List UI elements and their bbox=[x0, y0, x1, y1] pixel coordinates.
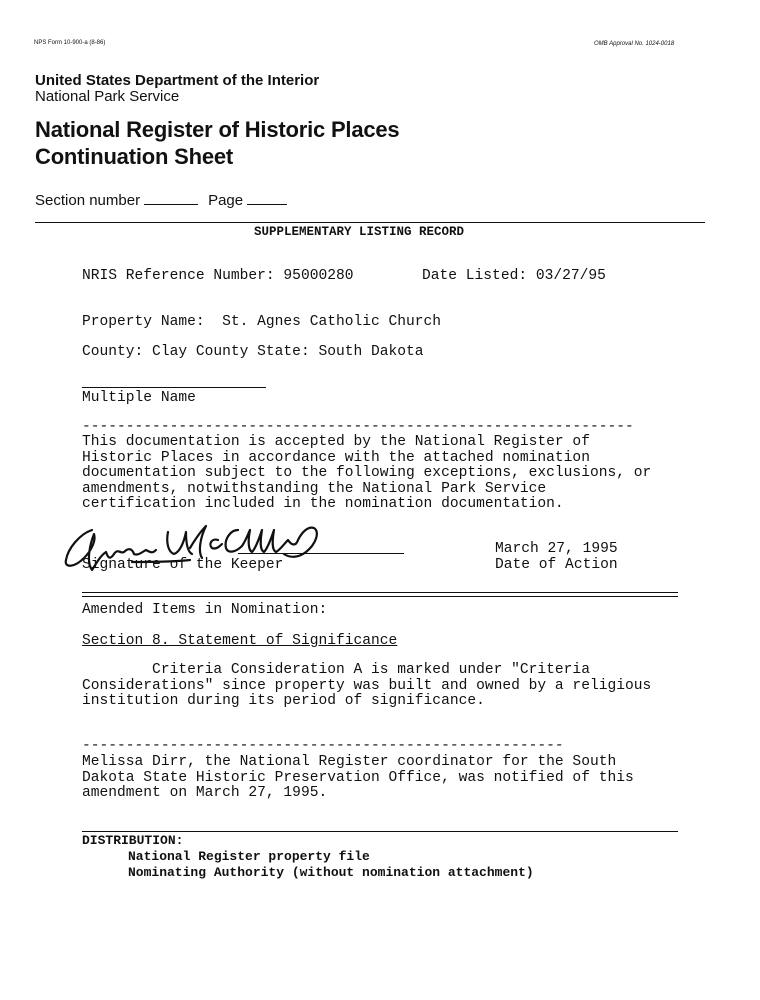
distribution-item: National Register property file bbox=[128, 849, 370, 864]
header-rule bbox=[35, 222, 705, 223]
acceptance-statement: This documentation is accepted by the National Register of Historic Places in accordance with the attached nomination documentation subject to the following exceptions, exclusions, or amendments, notwithstanding the National Park Service certification included in the nomination documentation. bbox=[82, 434, 652, 512]
form-title bbox=[35, 116, 399, 170]
section-number-label: Section number bbox=[35, 192, 141, 209]
double-rule bbox=[82, 592, 678, 597]
form-title-line-1: National Register of Historic Places bbox=[35, 117, 400, 142]
criteria-consideration-text: Criteria Consideration A is marked under "Criteria Considerations" since property was built and owned by a religious institution during its period of significance. bbox=[82, 662, 652, 709]
county-state: County: Clay County State: South Dakota bbox=[82, 344, 424, 360]
date-of-action-label: Date of Action bbox=[495, 557, 618, 573]
dashed-separator-2: ------------------------------------------------------- bbox=[82, 738, 564, 754]
dashed-separator: --------------------------------------------------------------- bbox=[82, 419, 634, 435]
action-date: March 27, 1995 bbox=[495, 541, 618, 557]
section-number-blank bbox=[144, 194, 198, 205]
multiple-name-label: Multiple Name bbox=[82, 390, 196, 406]
section-8-heading: Section 8. Statement of Significance bbox=[82, 633, 398, 649]
signature-label: Signature of the Keeper bbox=[82, 557, 284, 573]
notification-text: Melissa Dirr, the National Register coordinator for the South Dakota State Historic Preservation Office, was notified of this amendment on March 27, 1995. bbox=[82, 754, 634, 801]
agency-name: National Park Service bbox=[35, 88, 180, 105]
page-label: Page bbox=[208, 192, 244, 209]
distribution-rule bbox=[82, 831, 678, 832]
section-page-row bbox=[35, 192, 287, 209]
omb-approval: OMB Approval No. 1024-0018 bbox=[594, 41, 675, 47]
property-name: Property Name: St. Agnes Catholic Church bbox=[82, 314, 442, 330]
department-name: United States Department of the Interior bbox=[35, 72, 320, 89]
distribution-item: Nominating Authority (without nomination attachment) bbox=[128, 865, 534, 880]
form-id: NPS Form 10-900-a (8-86) bbox=[34, 40, 106, 46]
form-title-line-2: Continuation Sheet bbox=[35, 144, 234, 169]
page-number-blank bbox=[247, 194, 287, 205]
date-listed: Date Listed: 03/27/95 bbox=[422, 268, 606, 284]
nris-reference: NRIS Reference Number: 95000280 bbox=[82, 268, 354, 284]
amended-items-heading: Amended Items in Nomination: bbox=[82, 602, 328, 618]
multiple-name-line bbox=[82, 387, 266, 388]
record-title: SUPPLEMENTARY LISTING RECORD bbox=[254, 225, 465, 239]
distribution-heading: DISTRIBUTION: bbox=[82, 833, 184, 848]
signature-line bbox=[238, 553, 404, 554]
